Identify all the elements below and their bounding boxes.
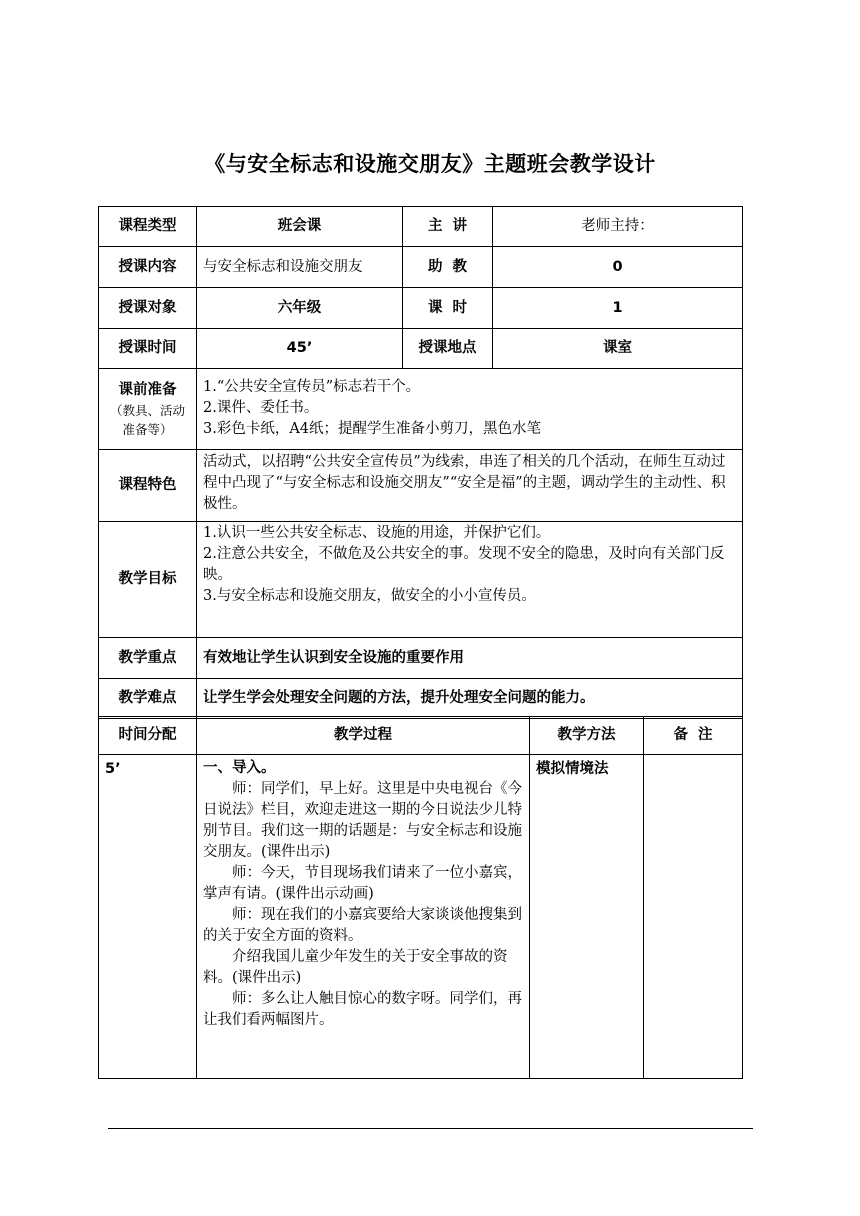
process-paragraph: 介绍我国儿童少年发生的关于安全事故的资料。(课件出示) — [203, 949, 508, 986]
process-table — [98, 716, 743, 1079]
process-content — [197, 755, 530, 1079]
difficulty-value: 让学生学会处理安全问题的方法，提升处理安全问题的能力。 — [197, 679, 743, 719]
header-time: 时间分配 — [99, 717, 197, 755]
header-note: 备 注 — [644, 717, 743, 755]
process-paragraph: 师：今天，节目现场我们请来了一位小嘉宾，掌声有请。(课件出示动画) — [203, 865, 522, 902]
row-key — [99, 638, 743, 679]
content-value: 与安全标志和设施交朋友 — [197, 247, 403, 288]
process-section-title: 一、导入。 — [203, 760, 276, 776]
prep-item: 2.课件、委任书。 — [203, 400, 319, 416]
time-label: 授课时间 — [99, 329, 197, 369]
row-target — [99, 288, 743, 329]
process-paragraph: 师：多么让人触目惊心的数字呀。同学们，再让我们看两幅图片。 — [203, 991, 522, 1028]
target-label: 授课对象 — [99, 288, 197, 329]
row-difficulty — [99, 679, 743, 719]
lecturer-label: 主 讲 — [403, 207, 493, 247]
process-paragraph: 师：现在我们的小嘉宾要给大家谈谈他搜集到的关于安全方面的资料。 — [203, 907, 522, 944]
prep-label-cell — [99, 369, 197, 450]
course-info-table — [98, 206, 743, 719]
row-course-type — [99, 207, 743, 247]
goal-label: 教学目标 — [99, 522, 197, 638]
goal-item: 1.认识一些公共安全标志、设施的用途，并保护它们。 — [203, 525, 551, 541]
prep-list — [197, 369, 743, 450]
row-prep — [99, 369, 743, 450]
footer-divider — [108, 1128, 753, 1129]
lecturer-value: 老师主持： — [493, 207, 743, 247]
assistant-value: 0 — [493, 247, 743, 288]
goal-item: 3.与安全标志和设施交朋友，做安全的小小宣传员。 — [203, 588, 536, 604]
goal-list — [197, 522, 743, 638]
page-title: 《与安全标志和设施交朋友》主题班会教学设计 — [204, 152, 656, 176]
time-value: 45’ — [197, 329, 403, 369]
process-time: 5’ — [99, 755, 197, 1079]
place-label: 授课地点 — [403, 329, 493, 369]
feature-label: 课程特色 — [99, 450, 197, 522]
content-label: 授课内容 — [99, 247, 197, 288]
row-time — [99, 329, 743, 369]
row-feature — [99, 450, 743, 522]
key-label: 教学重点 — [99, 638, 197, 679]
prep-item: 3.彩色卡纸，A4纸；提醒学生准备小剪刀，黑色水笔 — [203, 421, 542, 437]
course-type-value: 班会课 — [197, 207, 403, 247]
goal-item: 2.注意公共安全，不做危及公共安全的事。发现不安全的隐患，及时向有关部门反映。 — [203, 546, 725, 583]
hours-label: 课 时 — [403, 288, 493, 329]
prep-item: 1.“公共安全宣传员”标志若干个。 — [203, 379, 421, 395]
process-row — [99, 755, 743, 1079]
hours-value: 1 — [493, 288, 743, 329]
prep-sublabel: （教具、活动准备等） — [109, 402, 185, 437]
process-note — [644, 755, 743, 1079]
key-value: 有效地让学生认识到安全设施的重要作用 — [197, 638, 743, 679]
target-value: 六年级 — [197, 288, 403, 329]
feature-text: 活动式，以招聘“公共安全宣传员”为线索，串连了相关的几个活动，在师生互动过程中凸现了“与安全标志和设施交朋友”“安全是福”的主题，调动学生的主动性、积极性。 — [197, 450, 743, 522]
prep-label: 课前准备 — [118, 381, 177, 398]
row-content — [99, 247, 743, 288]
process-method: 模拟情境法 — [530, 755, 644, 1079]
process-header-row — [99, 717, 743, 755]
place-value: 课室 — [493, 329, 743, 369]
row-goals — [99, 522, 743, 638]
process-paragraph: 师：同学们，早上好。这里是中央电视台《今日说法》栏目，欢迎走进这一期的今日说法少儿特别节目。我们这一期的话题是：与安全标志和设施交朋友。(课件出示) — [203, 781, 522, 860]
course-type-label: 课程类型 — [99, 207, 197, 247]
assistant-label: 助 教 — [403, 247, 493, 288]
header-process: 教学过程 — [197, 717, 530, 755]
header-method: 教学方法 — [530, 717, 644, 755]
difficulty-label: 教学难点 — [99, 679, 197, 719]
